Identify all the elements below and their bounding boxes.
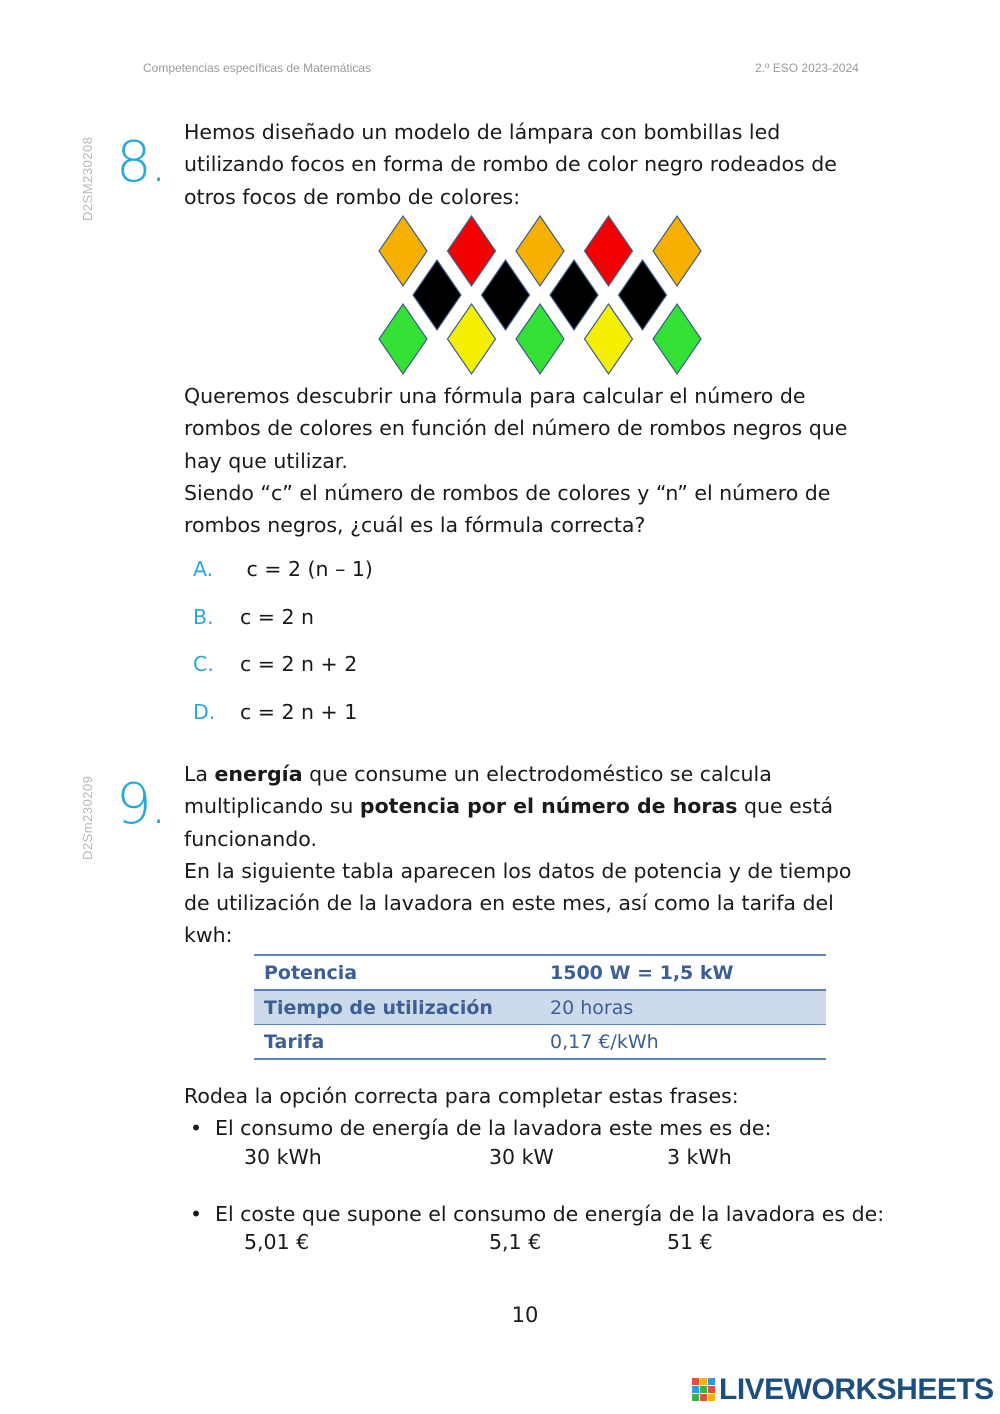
question-8-text: [184, 380, 904, 541]
intro-line: Hemos diseñado un modelo de lámpara con bombillas led: [184, 120, 781, 144]
table-value: 20 horas: [550, 996, 634, 1019]
option-c[interactable]: [193, 648, 693, 696]
choice[interactable]: 5,01 €: [244, 1230, 310, 1254]
black-diamond: [550, 260, 598, 330]
colored-diamond: [448, 304, 496, 374]
question-line: Siendo “c” el número de rombos de colores y “n” el número de: [184, 480, 831, 505]
question-8-options: [193, 553, 693, 744]
bold-term: potencia por el número de horas: [359, 794, 738, 819]
question-line: hay que utilizar.: [184, 448, 348, 473]
colored-diamond: [653, 304, 701, 374]
page-number: 10: [511, 1303, 539, 1327]
text-line: de utilización de la lavadora en este mes, así como la tarifa del: [184, 891, 834, 916]
table-key: Potencia: [264, 961, 358, 984]
question-line: rombos de colores en función del número de rombos negros que: [184, 416, 848, 441]
colored-diamond: [379, 304, 427, 374]
colored-diamond: [585, 216, 633, 286]
option-letter: C.: [193, 652, 214, 677]
choice[interactable]: 5,1 €: [489, 1230, 542, 1254]
table-value: 0,17 €/kWh: [550, 1030, 659, 1053]
intro-line: utilizando focos en forma de rombo de color negro rodeados de: [184, 152, 837, 177]
black-diamond: [619, 260, 667, 330]
colored-diamond: [653, 216, 701, 286]
text-line: En la siguiente tabla aparecen los datos de potencia y de tiempo: [184, 858, 852, 883]
option-a[interactable]: [193, 553, 693, 601]
option-d[interactable]: [193, 696, 693, 744]
choice[interactable]: 30 kW: [489, 1145, 554, 1169]
bullet-dot: •: [190, 1202, 203, 1226]
bullet-text: El consumo de energía de la lavadora este mes es de:: [215, 1116, 772, 1140]
text-line: multiplicando su potencia por el número de horas que está: [184, 794, 834, 819]
brand-name: LIVEWORKSHEETS: [719, 1373, 994, 1406]
colored-diamond: [585, 304, 633, 374]
bold-term: energía: [214, 762, 303, 786]
table-key: Tarifa: [264, 1030, 325, 1053]
question-8-number: 8.: [116, 130, 166, 195]
washing-machine-table: [254, 954, 826, 1060]
text-line: funcionando.: [184, 826, 317, 851]
cost-choices: [244, 1230, 844, 1262]
black-diamond: [413, 260, 461, 330]
table-value: 1500 W = 1,5 kW: [550, 961, 734, 984]
question-8-intro: [184, 116, 904, 213]
colored-diamond: [448, 216, 496, 286]
choice[interactable]: 3 kWh: [667, 1145, 732, 1169]
question-line: Queremos descubrir una fórmula para calcular el número de: [184, 384, 806, 408]
option-formula: c = 2 n + 1: [240, 700, 358, 725]
question-9-code: D2Sm230209: [80, 775, 95, 860]
colored-diamond: [516, 304, 564, 374]
header-subject: Competencias específicas de Matemáticas: [143, 61, 372, 75]
instruction: Rodea la opción correcta para completar estas frases:: [184, 1084, 739, 1108]
question-9-number: 9.: [116, 772, 166, 837]
table-row: [254, 990, 826, 1025]
black-diamond: [482, 260, 530, 330]
intro-line: otros focos de rombo de colores:: [184, 184, 521, 209]
colored-diamond: [379, 216, 427, 286]
option-formula: c = 2 (n – 1): [240, 557, 373, 581]
bullet-dot: •: [190, 1116, 203, 1140]
bullet-text: El coste que supone el consumo de energía de la lavadora es de:: [215, 1202, 885, 1226]
colored-diamond: [516, 216, 564, 286]
question-line: rombos negros, ¿cuál es la fórmula correcta?: [184, 513, 646, 538]
option-b[interactable]: [193, 601, 693, 649]
option-formula: c = 2 n: [240, 604, 315, 629]
option-letter: A.: [193, 557, 214, 581]
text-line: kwh:: [184, 923, 233, 948]
question-8-code: D2SM230208: [80, 136, 95, 221]
table-key: Tiempo de utilización: [264, 996, 493, 1019]
table-row: [254, 1025, 826, 1060]
option-formula: c = 2 n + 2: [240, 652, 358, 677]
diamond-lamp-figure: [376, 214, 706, 378]
option-letter: D.: [193, 700, 216, 725]
liveworksheets-brand: [692, 1372, 994, 1408]
liveworksheets-logo-icon: [692, 1378, 716, 1402]
question-9-text: [184, 758, 904, 952]
choice[interactable]: 51 €: [667, 1230, 713, 1254]
energy-choices: [244, 1145, 844, 1177]
header-course: 2.º ESO 2023-2024: [755, 61, 859, 75]
text-line: La energía que consume un electrodoméstico se calcula: [184, 762, 772, 786]
option-letter: B.: [193, 604, 214, 629]
table-row: [254, 955, 826, 990]
choice[interactable]: 30 kWh: [244, 1145, 322, 1169]
